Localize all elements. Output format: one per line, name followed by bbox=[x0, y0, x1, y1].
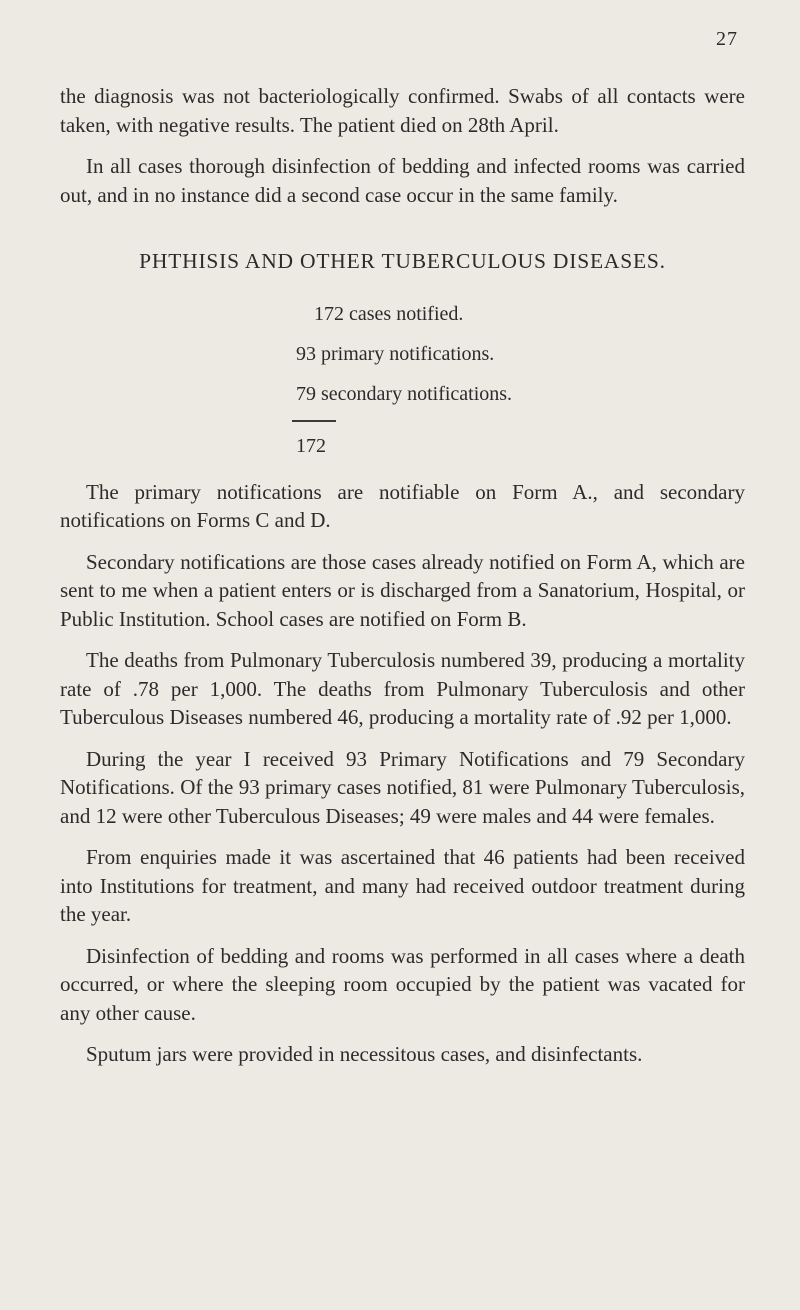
paragraph-forms: The primary notifications are notifiable on Form A., and secondary notifications on Forms C and D. bbox=[60, 479, 745, 532]
stat-secondary-notifications: 79 secondary notifications. bbox=[296, 383, 513, 405]
sum-divider bbox=[292, 420, 336, 422]
paragraph-secondary-definition: Secondary notifications are those cases already notified on Form A, which are sent to me when a patient enters or is discharged from a Sanatorium, Hospital, or Public Institution. School cases are notified on Form B. bbox=[60, 549, 745, 631]
paragraph-disinfection-rooms: Disinfection of bedding and rooms was performed in all cases where a death occurred, or where the sleeping room occupied by the patient was vacated for any other cause. bbox=[60, 943, 745, 1025]
stat-total: 172 bbox=[296, 434, 326, 457]
notification-stats bbox=[60, 300, 745, 460]
stat-primary-notifications: 93 primary notifications. bbox=[296, 343, 495, 365]
paragraph-year-notifications: During the year I received 93 Primary Notifications and 79 Secondary Notifications. Of the 93 primary cases notified, 81 were Pulmonary Tuberculosis, and 12 were other Tuberculous Diseases; 49 were males and 44 were females. bbox=[60, 746, 745, 828]
paragraph-diagnosis: the diagnosis was not bacteriologically confirmed. Swabs of all contacts were taken, with negative results. The patient died on 28th April. bbox=[60, 84, 745, 137]
page-number: 27 bbox=[716, 28, 738, 50]
paragraph-deaths: The deaths from Pulmonary Tuberculosis numbered 39, producing a mortality rate of .78 per 1,000. The deaths from Pulmonary Tuberculosis and other Tuberculous Diseases numbered 46, producing a mortality rate of .92 per 1,000. bbox=[60, 648, 745, 729]
paragraph-disinfection-cases: In all cases thorough disinfection of bedding and infected rooms was carried out, and in no instance did a second case occur in the same family. bbox=[60, 154, 745, 207]
paragraph-enquiries: From enquiries made it was ascertained that 46 patients had been received into Institutions for treatment, and many had received outdoor treatment during the year. bbox=[60, 845, 745, 926]
document-body bbox=[60, 82, 745, 1069]
section-heading: PHTHISIS AND OTHER TUBERCULOUS DISEASES. bbox=[139, 249, 666, 273]
stat-cases-notified: 172 cases notified. bbox=[314, 303, 464, 325]
paragraph-sputum-jars: Sputum jars were provided in necessitous cases, and disinfectants. bbox=[86, 1042, 643, 1066]
paragraphs-after-stats bbox=[60, 478, 745, 1069]
